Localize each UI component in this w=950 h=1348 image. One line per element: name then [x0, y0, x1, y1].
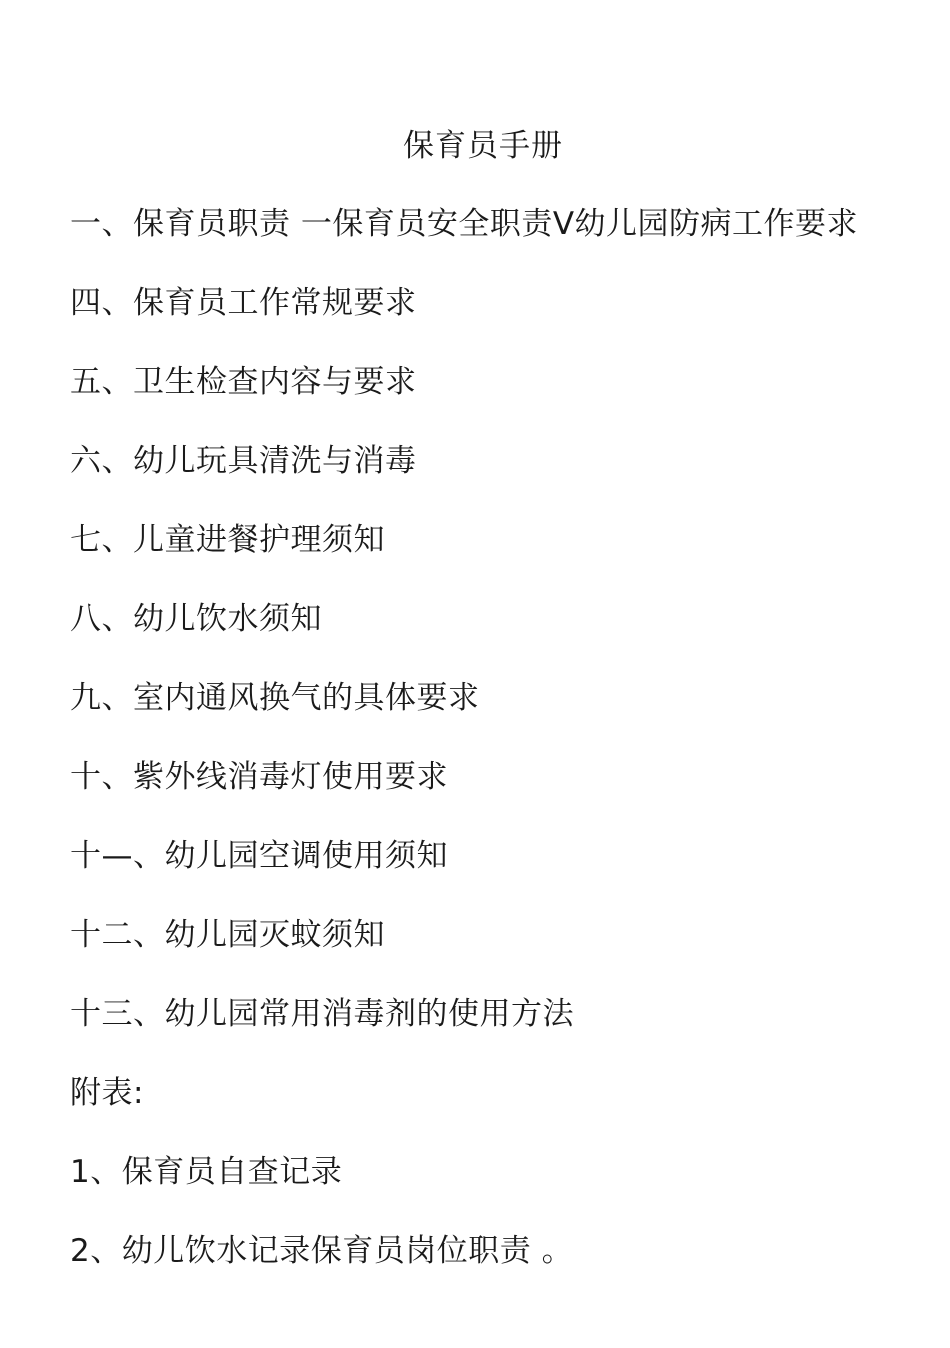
appendix-item: 1、保育员自查记录 — [70, 1154, 343, 1190]
toc-line: 八、幼儿饮水须知 — [70, 601, 322, 637]
toc-line: 十—、幼儿园空调使用须知 — [70, 838, 448, 874]
toc-line: 十二、幼儿园灭蚊须知 — [70, 917, 385, 953]
appendix-heading: 附表: — [70, 1075, 144, 1111]
toc-line: 十、紫外线消毒灯使用要求 — [70, 759, 448, 795]
toc-line: 一、保育员职责 一保育员安全职责Ⅴ幼儿园防病工作要求 — [70, 206, 859, 242]
toc-line: 九、室内通风换气的具体要求 — [70, 680, 480, 716]
document-title: 保育员手册 — [403, 128, 563, 164]
table-of-contents — [70, 202, 930, 1308]
toc-line: 五、卫生检查内容与要求 — [70, 364, 417, 400]
appendix-item: 2、幼儿饮水记录保育员岗位职责 。 — [70, 1233, 574, 1269]
toc-line: 十三、幼儿园常用消毒剂的使用方法 — [70, 996, 574, 1032]
toc-line: 四、保育员工作常规要求 — [70, 285, 417, 321]
toc-line: 七、儿童进餐护理须知 — [70, 522, 385, 558]
toc-line: 六、幼儿玩具清洗与消毒 — [70, 443, 417, 479]
